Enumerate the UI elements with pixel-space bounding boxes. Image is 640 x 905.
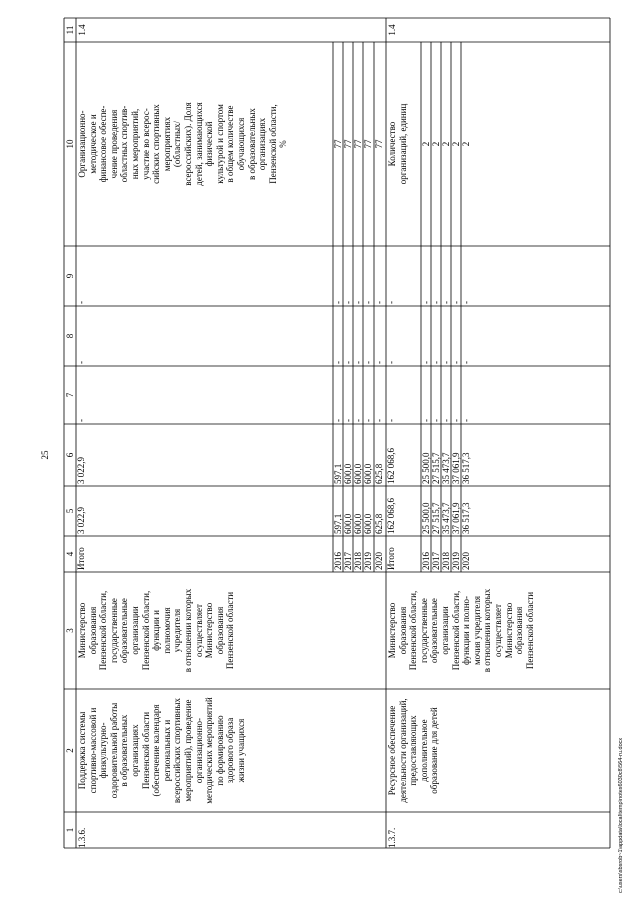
row1-col8-cell: - [76,361,86,364]
row2-target-value: 2 [431,141,441,147]
row2-program-link: 1.4 [387,24,397,36]
column-header-8: 8 [65,333,75,339]
row1-col6-cell: 625,8 [374,463,384,484]
column-header-10: 10 [65,139,75,149]
row2-col9-cell: - [431,301,441,304]
row1-years-cell: 2018 [353,552,363,570]
row2-years-cell: Итого [386,547,396,570]
row2-target-value: 2 [421,141,431,147]
row1-years-cell: Итого [76,547,86,570]
row2-col6-cell: 162 068,6 [386,448,396,484]
row2-col8-cell: - [431,361,441,364]
row1-target-value: 77 [353,139,363,149]
row2-col9-cell: - [386,301,396,304]
row2-executor: Министерство образования Пензенской области, государственные образовательные организации Пензенской области, функции и полно- мочия учредителя в отношении которых осуществляет Министерство образования Пензенской области [387,588,535,673]
footer-path: c:\users\sbsrob~1\appdata\local\temp\notes6030c8\564-ru.docx [618,737,624,893]
row1-target-value: 77 [363,139,373,149]
row2-col6-cell: 37 061,9 [451,452,461,484]
row1-col9-cell: - [363,301,373,304]
row1-col9-cell: - [374,301,384,304]
row1-col7-cell: - [343,419,353,422]
row1-target-value: 77 [374,139,384,149]
row2-col5-cell: 36 517,3 [461,502,471,534]
row2-col7-cell: - [386,419,396,422]
row2-col6-cell: 25 500,0 [421,452,431,484]
row1-col6-cell: 597,1 [333,463,343,484]
row1-target-value: 77 [333,139,343,149]
column-header-4: 4 [65,551,75,557]
row1-col5-cell: 597,1 [333,513,343,534]
row1-col9-cell: - [333,301,343,304]
row1-indicator: Организационно- методическое и финансовое обеспе- чение проведения областных спортив- ных мероприятий, участие во всерос- сийских спортивных мероприятиях (областных/ всероссийских). Доля детей, занимающихся физической культурой и спортом в общем количестве обучающихся в образовательных организациях Пензенской области, % [77,102,289,186]
row1-col8-cell: - [374,361,384,364]
row1-col8-cell: - [363,361,373,364]
column-header-5: 5 [65,508,75,514]
row2-col8-cell: - [441,361,451,364]
column-header-11: 11 [65,25,75,35]
row1-col7-cell: - [374,419,384,422]
row1-col6-cell: 600,0 [353,463,363,484]
row1-years-cell: 2017 [343,552,353,570]
row2-col6-cell: 27 515,7 [431,452,441,484]
row1-years-cell: 2019 [363,552,373,570]
row2-col8-cell: - [421,361,431,364]
row2-col7-cell: - [461,419,471,422]
row2-col8-cell: - [451,361,461,364]
row2-col7-cell: - [441,419,451,422]
row2-col8-cell: - [461,361,471,364]
column-header-1: 1 [65,827,75,833]
row1-col5-cell: 3 022,9 [76,507,86,534]
row1-target-value: 77 [343,139,353,149]
row2-years-cell: 2018 [441,552,451,570]
row1-col5-cell: 600,0 [343,513,353,534]
row2-col9-cell: - [421,301,431,304]
row2-col7-cell: - [421,419,431,422]
row1-years-cell: 2016 [333,552,343,570]
row1-col6-cell: 600,0 [343,463,353,484]
row1-col7-cell: - [363,419,373,422]
column-header-9: 9 [65,273,75,279]
row2-col8-cell: - [386,361,396,364]
row1-col9-cell: - [76,301,86,304]
row2-col7-cell: - [431,419,441,422]
row1-col7-cell: - [333,419,343,422]
row2-years-cell: 2019 [451,552,461,570]
row2-col5-cell: 162 068,6 [386,498,396,534]
row1-col6-cell: 600,0 [363,463,373,484]
row2-name: Ресурсное обеспечение деятельности организаций, предоставляющих дополнительное образование для детей [387,698,440,803]
row1-col8-cell: - [353,361,363,364]
row2-number: 1.3.7. [387,827,397,848]
page-number: 25 [40,450,50,460]
row1-executor: Министерство образования Пензенской области, государственные образовательные организации Пензенской области, функции и полномочия учредителя в отношении которых осуществляет Министерство образования Пензенской области [77,588,236,673]
row2-target-value: 2 [451,141,461,147]
row2-col6-cell: 35 473,7 [441,452,451,484]
column-header-6: 6 [65,452,75,458]
row2-col5-cell: 37 061,9 [451,502,461,534]
row1-col7-cell: - [353,419,363,422]
row2-col9-cell: - [451,301,461,304]
row1-col5-cell: 625,8 [374,513,384,534]
column-header-2: 2 [65,748,75,753]
column-header-7: 7 [65,392,75,398]
row2-col7-cell: - [451,419,461,422]
row2-target-value: 2 [461,141,471,147]
row2-col5-cell: 35 473,7 [441,502,451,534]
row1-col9-cell: - [343,301,353,304]
row2-col5-cell: 27 515,7 [431,502,441,534]
row2-col9-cell: - [461,301,471,304]
row2-col6-cell: 36 517,3 [461,452,471,484]
row2-years-cell: 2020 [461,552,471,570]
row1-program-link: 1.4 [77,24,87,36]
row2-years-cell: 2016 [421,552,431,570]
column-header-3: 3 [65,628,75,633]
row1-col8-cell: - [343,361,353,364]
row1-col5-cell: 600,0 [363,513,373,534]
row2-col9-cell: - [441,301,451,304]
row1-years-cell: 2020 [374,552,384,570]
row1-name: Поддержка системы спортивно-массовой и физкультурно- оздоровительной работы в образовательных организациях Пензенской области (обеспечение календаря региональных и всероссийских спортивных мероприятий), проведение организационно- методических мероприятий по формированию здорового образа жизни учащихся [77,697,246,804]
row2-target-value: 2 [441,141,451,147]
row1-col8-cell: - [333,361,343,364]
row1-col5-cell: 600,0 [353,513,363,534]
row1-col7-cell: - [76,419,86,422]
row2-col5-cell: 25 500,0 [421,502,431,534]
row1-col6-cell: 3 022,9 [76,457,86,484]
row2-years-cell: 2017 [431,552,441,570]
row2-indicator: Количество организаций, единиц [387,103,408,185]
row1-number: 1.3.6. [77,827,87,848]
row1-col9-cell: - [353,301,363,304]
